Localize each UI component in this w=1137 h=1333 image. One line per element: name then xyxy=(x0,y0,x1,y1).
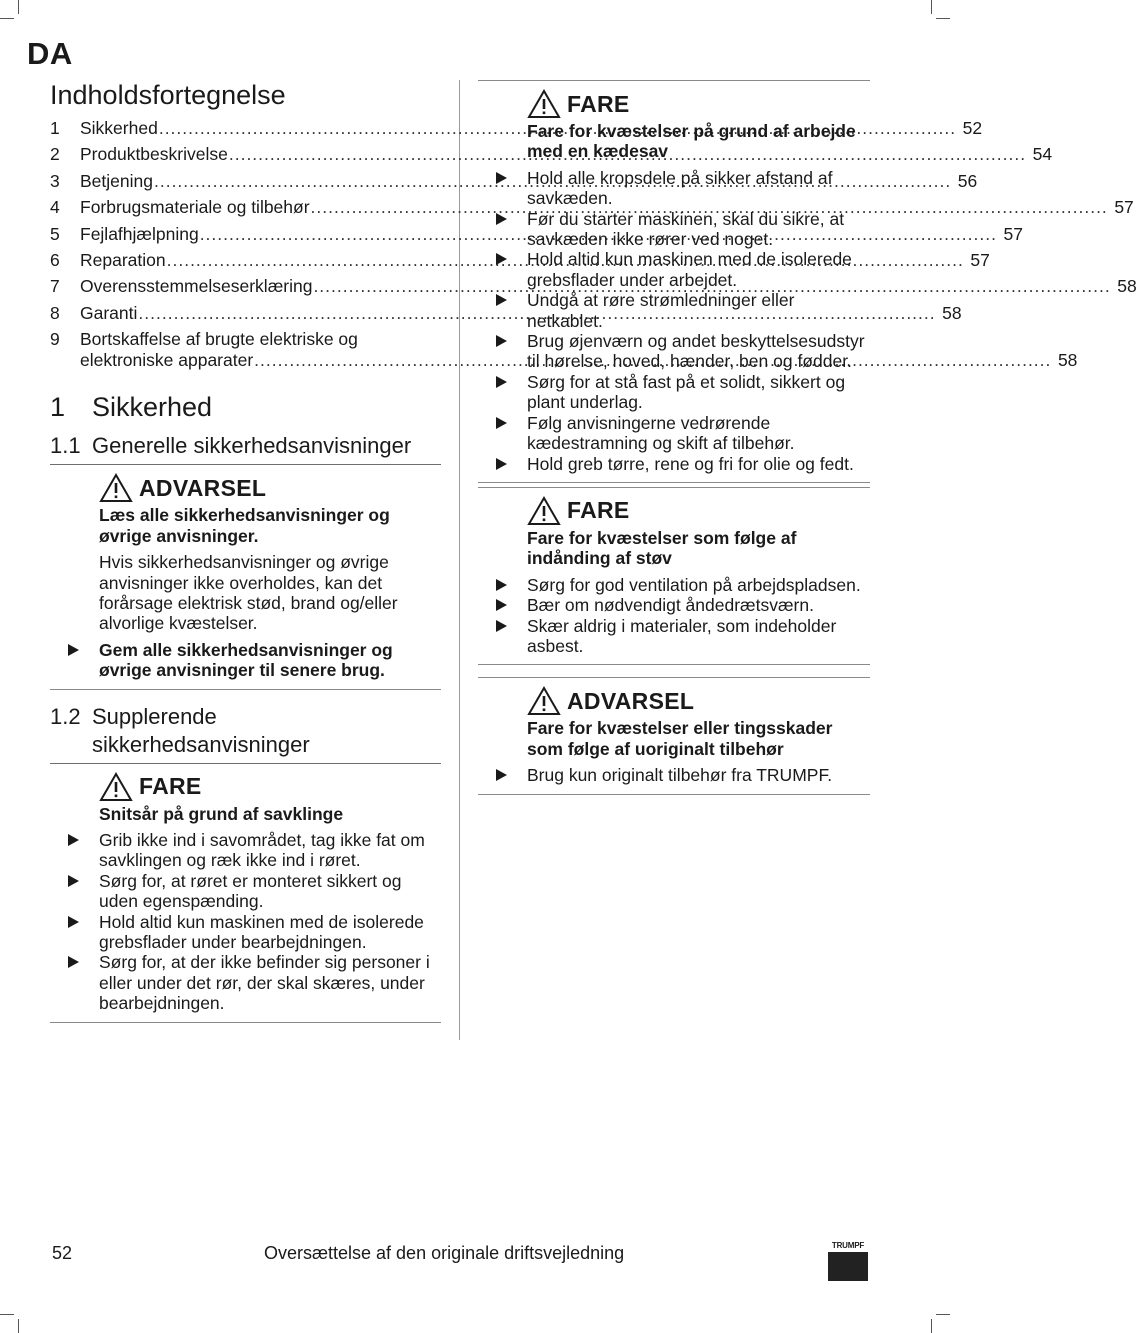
crop-mark xyxy=(0,1314,14,1315)
list-item-text: Gem alle sikkerhedsanvisninger og øvrige anvisninger til senere brug. xyxy=(99,639,393,681)
list-item-text: Sørg for god ventilation på arbejdspladsen. xyxy=(527,574,861,595)
crop-mark xyxy=(931,1319,932,1333)
list-item xyxy=(478,454,870,474)
section-number: 1 xyxy=(50,392,66,423)
toc-entry-page: 52 xyxy=(962,118,983,138)
toc-entry-page: 54 xyxy=(1032,144,1053,165)
bullet-list xyxy=(478,168,870,474)
warning-subtitle: Fare for kvæstelser eller tingsskader som følge af uoriginalt tilbehør xyxy=(527,718,833,759)
crop-mark xyxy=(18,1319,19,1333)
subsection-number: 1.1 xyxy=(50,433,81,459)
right-column xyxy=(478,80,870,795)
bullet-arrow-icon xyxy=(478,616,527,657)
bullet-arrow-icon xyxy=(478,454,527,474)
list-item-text: Bær om nødvendigt åndedrætsværn. xyxy=(527,595,814,616)
list-item xyxy=(478,331,870,372)
section-title: Sikkerhed xyxy=(92,392,213,423)
warning-icon xyxy=(527,686,561,716)
toc-entry-page: 58 xyxy=(1057,349,1078,370)
danger-title: FARE xyxy=(567,90,630,117)
subsection-title xyxy=(92,703,310,759)
subsection-heading xyxy=(50,432,441,464)
divider xyxy=(478,794,870,795)
list-item xyxy=(50,912,441,953)
subsection-title-line: sikkerhedsanvisninger xyxy=(92,731,310,757)
list-item xyxy=(478,616,870,657)
warning-box xyxy=(50,465,441,688)
divider xyxy=(478,482,870,483)
subsection-title-line: Supplerende xyxy=(92,703,217,729)
list-item xyxy=(478,290,870,331)
language-code: DA xyxy=(27,36,73,71)
danger-box xyxy=(478,488,870,664)
logo-text: TRUMPF xyxy=(831,1241,865,1250)
section-heading xyxy=(50,390,441,424)
list-item xyxy=(478,249,870,290)
bullet-arrow-icon xyxy=(478,413,527,454)
toc-entry[interactable] xyxy=(50,197,1134,218)
list-item-text: Sørg for, at røret er monteret sikkert og uden egenspænding. xyxy=(99,870,402,912)
list-item-text: Hold alle kropsdele på sikker afstand af savkæden. xyxy=(527,167,833,209)
bullet-arrow-icon xyxy=(478,168,527,209)
warning-title: ADVARSEL xyxy=(567,687,695,714)
bullet-arrow-icon xyxy=(478,595,527,615)
trumpf-logo xyxy=(828,1241,868,1281)
toc-entry-page: 57 xyxy=(970,249,990,270)
list-item xyxy=(478,595,870,615)
toc-entry-label: elektroniske apparater xyxy=(80,349,254,370)
toc-entry-number: 7 xyxy=(50,276,60,297)
bullet-arrow-icon xyxy=(478,575,527,595)
bullet-arrow-icon xyxy=(478,765,527,785)
list-item-text: Undgå at røre strømledninger eller netkablet. xyxy=(527,290,795,331)
list-item-text: Sørg for at stå fast på et solidt, sikkert og plant underlag. xyxy=(527,371,846,413)
warning-title: ADVARSEL xyxy=(139,474,267,501)
warning-header xyxy=(527,686,870,716)
subsection-title: Generelle sikkerhedsanvisninger xyxy=(92,433,412,459)
list-item xyxy=(50,830,441,871)
toc-entry-label: Produktbeskrivelse xyxy=(80,144,228,165)
bullet-arrow-icon xyxy=(478,372,527,413)
toc-entry-label: Bortskaffelse af brugte elektriske og xyxy=(80,329,358,350)
warning-icon xyxy=(527,496,561,526)
list-item xyxy=(478,575,870,595)
toc-entry-number: 6 xyxy=(50,249,60,270)
danger-box xyxy=(478,81,870,482)
danger-header xyxy=(99,772,441,802)
toc-entry-number: 4 xyxy=(50,197,60,218)
list-item-text: Brug øjenværn og andet beskyttelsesudstyr til hørelse, hoved, hænder, ben og fødder. xyxy=(527,331,865,372)
toc-entry-number: 1 xyxy=(50,118,60,138)
list-item-text: Hold greb tørre, rene og fri for olie og fedt. xyxy=(527,453,854,474)
toc-entry[interactable] xyxy=(50,276,1137,297)
divider xyxy=(478,664,870,665)
list-item-text: Grib ikke ind i savområdet, tag ikke fat om savklingen og ræk ikke ind i røret. xyxy=(99,829,425,871)
bullet-arrow-icon xyxy=(50,912,99,953)
list-item-text: Hold altid kun maskinen med de isolerede grebsflader under bearbejdningen. xyxy=(99,911,424,952)
bullet-list xyxy=(478,765,870,785)
list-item-text: Før du starter maskinen, skal du sikre, at savkæden ikke rører ved noget. xyxy=(527,208,845,250)
toc-entry-label: Betjening xyxy=(80,170,153,191)
bullet-list xyxy=(478,575,870,657)
list-item-text: Følg anvisningerne vedrørende kædestramning og skift af tilbehør. xyxy=(527,412,795,454)
toc-title: Indholdsfortegnelse xyxy=(50,80,286,110)
list-item-text: Skær aldrig i materialer, som indeholder asbest. xyxy=(527,615,837,656)
crop-mark xyxy=(18,0,19,14)
crop-mark xyxy=(931,0,932,14)
bullet-list xyxy=(50,830,441,1014)
danger-subtitle: Fare for kvæstelser som følge af indånding af støv xyxy=(527,527,797,569)
warning-icon xyxy=(527,89,561,119)
toc-entry-page: 56 xyxy=(957,170,978,191)
bullet-arrow-icon xyxy=(478,209,527,250)
bullet-arrow-icon xyxy=(50,952,99,1013)
danger-header xyxy=(527,496,870,526)
bullet-arrow-icon xyxy=(50,871,99,912)
list-item xyxy=(478,168,870,209)
bullet-arrow-icon xyxy=(478,290,527,331)
list-item-text: Sørg for, at der ikke befinder sig personer i eller under det rør, der skal skæres, under bearbejdningen. xyxy=(99,952,430,1014)
danger-box xyxy=(50,764,441,1022)
list-item-text: Hold altid kun maskinen med de isolerede grebsflader under arbejdet. xyxy=(527,249,852,290)
toc-entry-page: 58 xyxy=(942,302,962,323)
danger-title: FARE xyxy=(139,773,202,800)
logo-block xyxy=(828,1252,868,1281)
page-number: 52 xyxy=(52,1243,73,1263)
warning-text: Hvis sikkerhedsanvisninger og øvrige anvisninger ikke overholdes, kan det forårsage elektrisk stød, brand og/eller alvorlige kvæstelser. xyxy=(99,552,398,634)
toc-entry-label: Forbrugsmateriale og tilbehør xyxy=(80,197,310,218)
divider xyxy=(50,689,441,690)
toc-entry-number: 2 xyxy=(50,144,60,165)
warning-header xyxy=(99,473,441,503)
toc-entry-label: Sikkerhed xyxy=(80,118,158,138)
toc-entry-page: 58 xyxy=(1117,276,1137,297)
list-item xyxy=(50,640,441,681)
crop-mark xyxy=(936,1314,950,1315)
toc-entry[interactable] xyxy=(50,144,1053,165)
bullet-arrow-icon xyxy=(50,640,99,681)
list-item xyxy=(50,871,441,912)
crop-mark xyxy=(936,18,950,19)
warning-box xyxy=(478,678,870,793)
bullet-arrow-icon xyxy=(50,830,99,871)
toc-entry-label: Overensstemmelseserklæring xyxy=(80,276,313,297)
divider xyxy=(50,1022,441,1023)
danger-header xyxy=(527,89,870,119)
toc-entry-number: 9 xyxy=(50,329,60,350)
list-item xyxy=(478,765,870,785)
bullet-list xyxy=(50,640,441,681)
toc-entry[interactable] xyxy=(50,118,983,139)
danger-subtitle: Fare for kvæstelser på grund af arbejde med en kædesav xyxy=(527,121,856,162)
toc-entry-number: 3 xyxy=(50,170,60,191)
list-item xyxy=(478,209,870,250)
toc-entry-number: 5 xyxy=(50,223,60,244)
toc-entry-page: 57 xyxy=(1114,197,1134,218)
list-item xyxy=(478,413,870,454)
warning-icon xyxy=(99,772,133,802)
subsection-heading xyxy=(50,703,441,763)
toc-entry-page: 57 xyxy=(1003,223,1023,244)
warning-subtitle: Læs alle sikkerhedsanvisninger og øvrige anvisninger. xyxy=(99,505,390,546)
footer-text: Oversættelse af den originale driftsvejledning xyxy=(264,1243,625,1263)
bullet-arrow-icon xyxy=(478,249,527,290)
list-item xyxy=(478,372,870,413)
danger-title: FARE xyxy=(567,497,630,524)
crop-mark xyxy=(0,18,14,19)
toc-entry-label: Garanti xyxy=(80,302,138,323)
warning-icon xyxy=(99,473,133,503)
bullet-arrow-icon xyxy=(478,331,527,372)
toc-entry-label: Fejlafhjælpning xyxy=(80,223,199,244)
subsection-number: 1.2 xyxy=(50,703,81,729)
toc-entry-label: Reparation xyxy=(80,249,166,270)
toc-entry-number: 8 xyxy=(50,302,60,323)
danger-subtitle: Snitsår på grund af savklinge xyxy=(99,803,344,824)
list-item-text: Brug kun originalt tilbehør fra TRUMPF. xyxy=(527,765,833,786)
list-item xyxy=(50,952,441,1013)
